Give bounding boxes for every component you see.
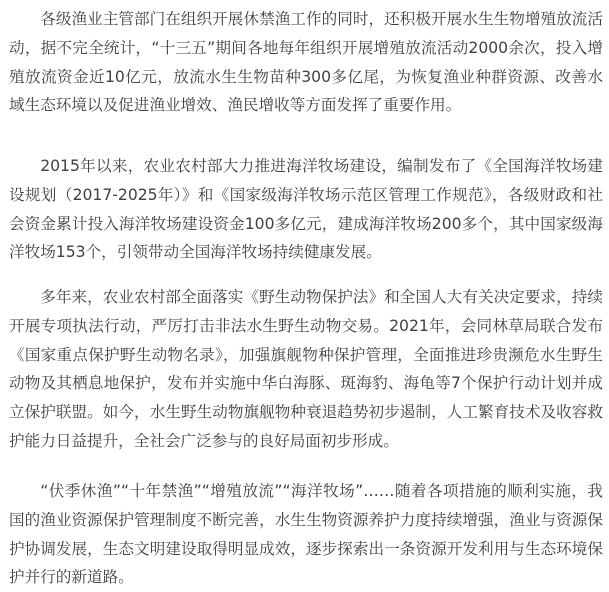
paragraph-summary: “伏季休渔”“十年禁渔”“增殖放流”“海洋牧场”……随着各项措施的顺利实施，我国的渔业资源保护管理制度不断完善，水生生物资源养护力度持续增强，渔业与资源保护协调发展，生态文明建设取得明显成效，逐步探索出一条资源开发利用与生态环境保护并行的新道路。 (9, 482, 603, 587)
paragraph-release-activities: 各级渔业主管部门在组织开展休禁渔工作的同时，还积极开展水生生物增殖放流活动，据不完全统计，“十三五”期间各地每年组织开展增殖放流活动2000余次，投入增殖放流资金近10亿元，放流水生生物苗种300多亿尾，为恢复渔业种群资源、改善水域生态环境以及促进渔业增效、渔民增收等方面发挥了重要作用。 (9, 10, 603, 115)
paragraph-wildlife-protection: 多年来，农业农村部全面落实《野生动物保护法》和全国人大有关决定要求，持续开展专项执法行动，严厉打击非法水生野生动物交易。2021年，会同林草局联合发布《国家重点保护野生动物名录》，加强旗舰物种保护管理，全面推进珍贵濒危水生野生动物及其栖息地保护，发布并实施中华白海豚、斑海豹、海龟等7个保护行动计划并成立保护联盟。如今，水生野生动物旗舰物种衰退趋势初步遏制，人工繁育技术及收容救护能力日益提升，全社会广泛参与的良好局面初步形成。 (9, 288, 603, 450)
paragraph-marine-ranching: 2015年以来，农业农村部大力推进海洋牧场建设，编制发布了《全国海洋牧场建设规划（2017-2025年）》和《国家级海洋牧场示范区管理工作规范》，各级财政和社会资金累计投入海洋牧场建设资金100多亿元，建成海洋牧场200多个，其中国家级海洋牧场153个，引领带动全国海洋牧场持续健康发展。 (9, 157, 603, 262)
